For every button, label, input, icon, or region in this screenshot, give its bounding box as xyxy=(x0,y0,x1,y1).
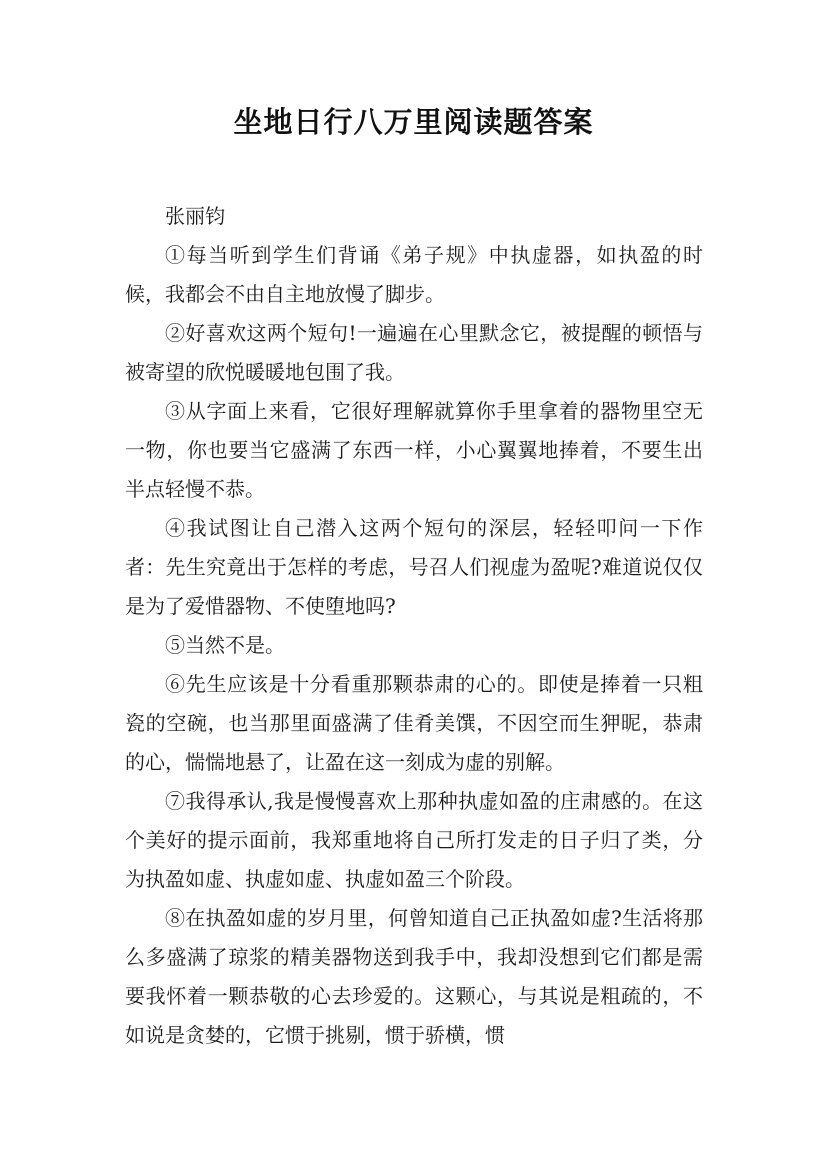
author-line: 张丽钧 xyxy=(165,204,225,228)
paragraph-8: ⑧在执盈如虚的岁月里，何曾知道自己正执盈如虚?生活将那么多盛满了琼浆的精美器物送到我手中，我却没想到它们都是需要我怀着一颗恭敬的心去珍爱的。这颗心，与其说是粗疏的，不如说是贪婪的，它惯于挑剔，惯于骄横，惯 xyxy=(125,906,703,1047)
paragraph-5: ⑤当然不是。 xyxy=(165,633,285,657)
page-title: 坐地日行八万里阅读题答案 xyxy=(233,105,594,139)
paragraph-3: ③从字面上来看，它很好理解就算你手里拿着的器物里空无一物，你也要当它盛满了东西一样，小心翼翼地捧着，不要生出半点轻慢不恭。 xyxy=(125,399,703,501)
paragraph-6: ⑥先生应该是十分看重那颗恭肃的心的。即使是捧着一只粗瓷的空碗，也当那里面盛满了佳肴美馔，不因空而生狎昵，恭肃的心，惴惴地悬了，让盈在这一刻成为虚的别解。 xyxy=(125,672,703,774)
paragraph-2: ②好喜欢这两个短句!一遍遍在心里默念它，被提醒的顿悟与被寄望的欣悦暖暖地包围了我。 xyxy=(125,321,703,384)
paragraph-1: ①每当听到学生们背诵《弟子规》中执虚器，如执盈的时候，我都会不由自主地放慢了脚步。 xyxy=(125,243,703,306)
paragraph-4: ④我试图让自己潜入这两个短句的深层，轻轻叩问一下作者：先生究竟出于怎样的考虑，号召人们视虚为盈呢?难道说仅仅是为了爱惜器物、不使堕地吗? xyxy=(125,516,703,618)
paragraph-7: ⑦我得承认,我是慢慢喜欢上那种执虚如盈的庄肃感的。在这个美好的提示面前，我郑重地将自己所打发走的日子归了类，分为执盈如虚、执虚如虚、执虚如盈三个阶段。 xyxy=(125,789,703,891)
article-body xyxy=(125,197,703,1055)
